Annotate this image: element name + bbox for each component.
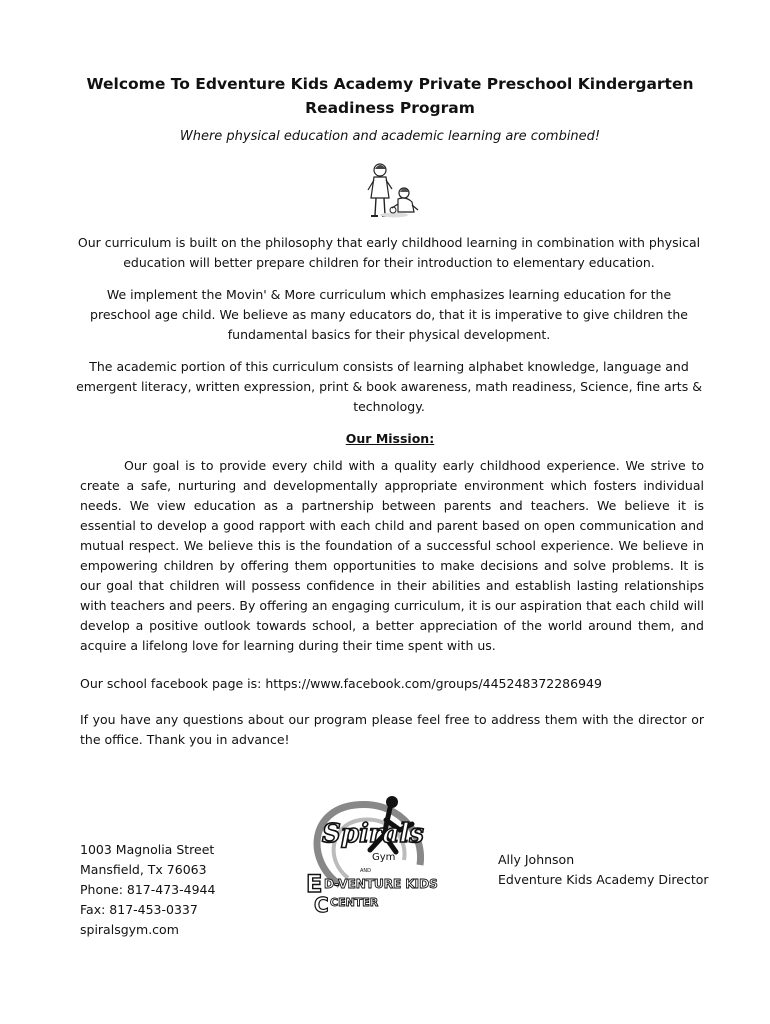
page-subtitle: Where physical education and academic learning are combined! <box>179 129 601 144</box>
logo-line2: CENTER <box>330 896 379 909</box>
address-city: Mansfield, Tx 76063 <box>80 862 207 877</box>
facebook-line: Our school facebook page is: https://www.facebook.com/groups/445248372286949 <box>80 676 602 691</box>
logo-big-c: C <box>314 893 329 917</box>
address-website: spiralsgym.com <box>80 922 179 937</box>
logo-line1: D-VENTURE KIDS <box>324 877 438 891</box>
children-playing-icon <box>358 160 422 222</box>
address-block <box>80 840 215 940</box>
director-title: Edventure Kids Academy Director <box>498 872 709 887</box>
movin-more-paragraph: We implement the Movin' & More curriculum which emphasizes learning education for the preschool age child. We believe as many educators do, that it is imperative to give children the fundamental basics for their physical development. <box>90 287 688 342</box>
logo-gym-text: Gym <box>372 852 396 863</box>
spirals-gym-logo-icon <box>300 790 440 918</box>
director-name: Ally Johnson <box>498 852 575 867</box>
curriculum-paragraph: Our curriculum is built on the philosophy that early childhood learning in combination with physical education will better prepare children for their introduction to elementary education. <box>77 235 701 270</box>
address-street: 1003 Magnolia Street <box>80 842 215 857</box>
academic-paragraph: The academic portion of this curriculum consists of learning alphabet knowledge, language and emergent literacy, written expression, print & book awareness, math readiness, Science, fine arts & technology. <box>76 359 702 414</box>
address-fax: Fax: 817-453-0337 <box>80 902 198 917</box>
mission-paragraph: Our goal is to provide every child with a quality early childhood experience. We strive to create a safe, nurturing and developmentally appropriate environment which fosters individual needs. We view education as a partnership between parents and teachers. We believe it is essential to develop a good rapport with each child and parent based on open communication and mutual respect. We believe this is the foundation of a successful school experience. We believe in empowering children by offering them opportunities to make decisions and solve problems. It is our goal that children will possess confidence in their abilities and establish lasting relationships with teachers and peers. By offering an engaging curriculum, it is our aspiration that each child will develop a positive outlook towards school, a better appreciation of the world around them, and acquire a lifelong love for learning during their time spent with us. <box>80 458 704 653</box>
mission-heading: Our Mission: <box>345 431 435 446</box>
address-phone: Phone: 817-473-4944 <box>80 882 216 897</box>
page-title: Welcome To Edventure Kids Academy Private Preschool Kindergarten Readiness Program <box>86 75 694 117</box>
signature-block <box>498 850 709 890</box>
logo-spirals-text: Spirals <box>322 819 424 849</box>
logo-and-text: AND <box>360 868 372 874</box>
questions-paragraph: If you have any questions about our program please feel free to address them with the director or the office. Thank you in advance! <box>80 712 704 747</box>
logo-big-e: E <box>306 870 323 898</box>
